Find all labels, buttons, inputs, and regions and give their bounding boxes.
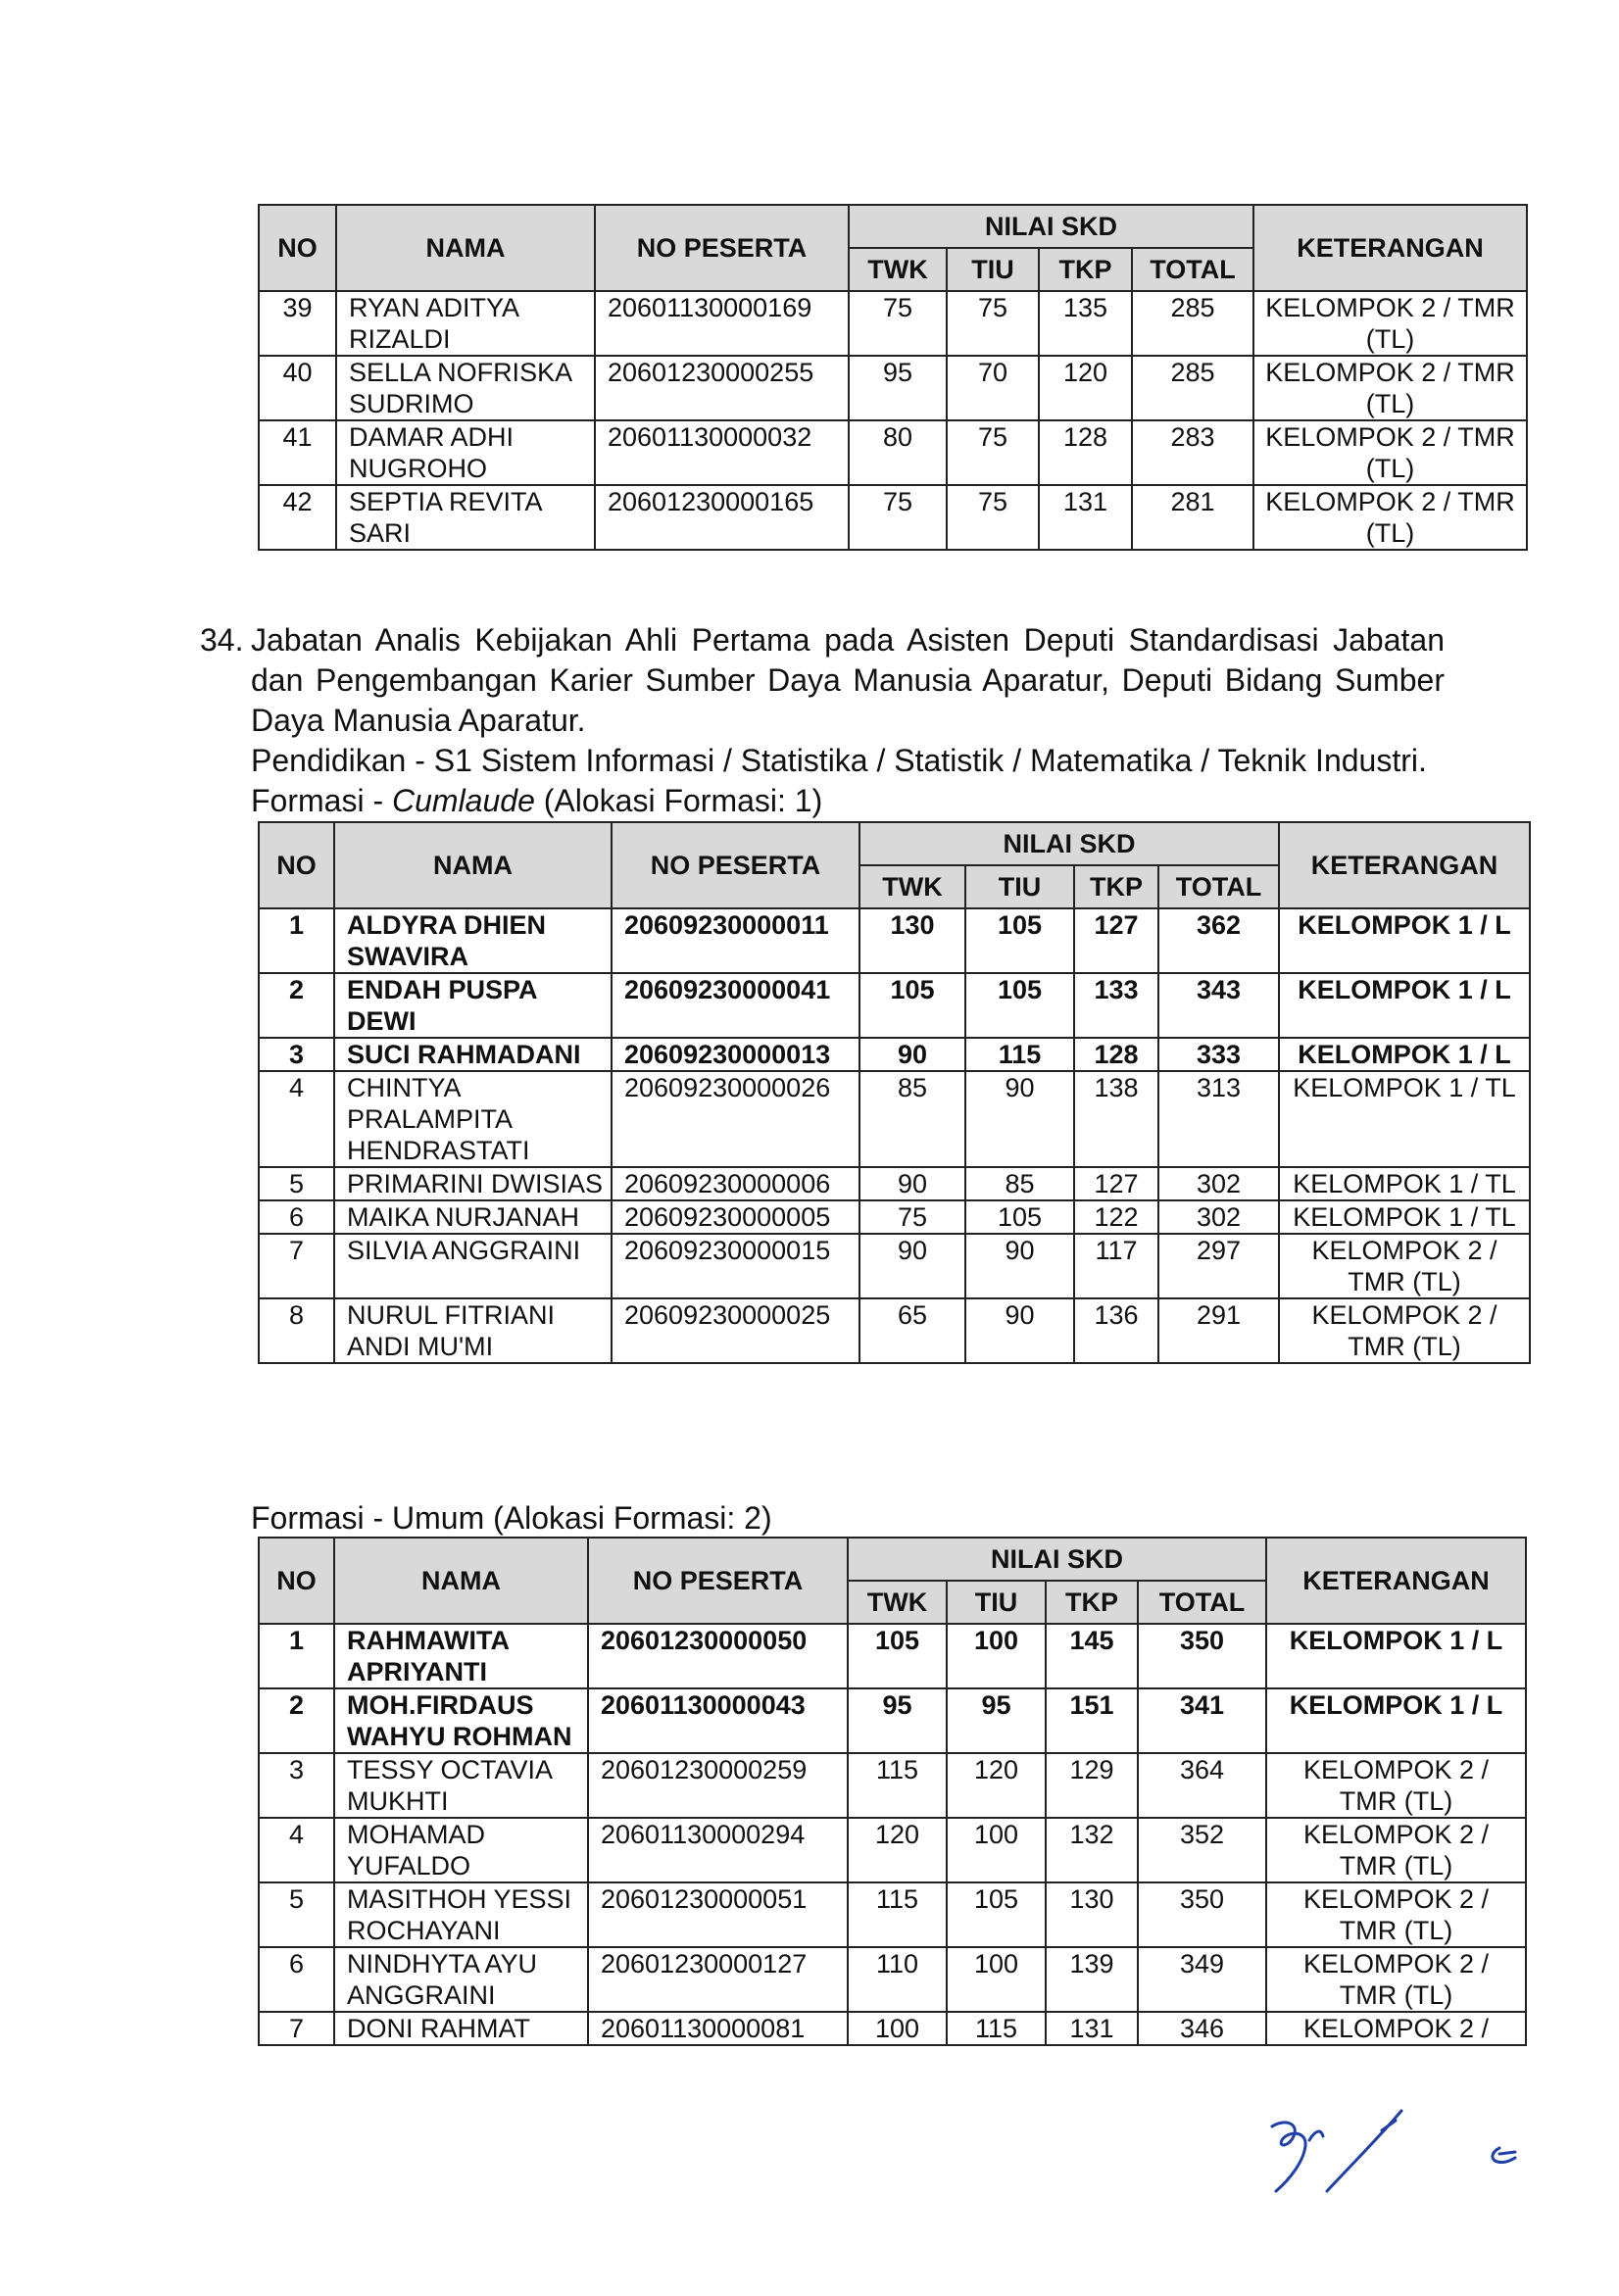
- cell-no: 1: [259, 1624, 334, 1688]
- cell-tiu: 115: [965, 1038, 1074, 1071]
- cell-total: 283: [1132, 420, 1253, 485]
- header-keterangan: KETERANGAN: [1279, 822, 1530, 908]
- cell-tkp: 135: [1039, 291, 1132, 356]
- cell-no-peserta: 20601230000259: [588, 1753, 848, 1818]
- table-row: [259, 1038, 1530, 1071]
- score-table-continued: [258, 204, 1528, 551]
- cell-total: 285: [1132, 291, 1253, 356]
- cell-no: 2: [259, 973, 334, 1038]
- header-tkp: TKP: [1039, 248, 1132, 291]
- table-row: [259, 1200, 1530, 1234]
- cell-tiu: 90: [965, 1071, 1074, 1167]
- table-row: [259, 1234, 1530, 1298]
- header-no-peserta: NO PESERTA: [595, 205, 849, 291]
- cell-no: 1: [259, 908, 334, 973]
- cell-total: 362: [1158, 908, 1279, 973]
- cell-twk: 85: [859, 1071, 965, 1167]
- section-pendidikan: Pendidikan - S1 Sistem Informasi / Statistika / Statistik / Matematika / Teknik Industri.: [251, 743, 1427, 778]
- cell-tiu: 90: [965, 1234, 1074, 1298]
- header-nilai-skd: NILAI SKD: [848, 1538, 1266, 1581]
- header-total: TOTAL: [1158, 865, 1279, 908]
- cell-no-peserta: 20609230000026: [612, 1071, 859, 1167]
- cell-tkp: 128: [1074, 1038, 1158, 1071]
- cell-tkp: 117: [1074, 1234, 1158, 1298]
- cell-keterangan: KELOMPOK 1 / TL: [1279, 1071, 1530, 1167]
- cell-twk: 75: [849, 291, 947, 356]
- header-keterangan: KETERANGAN: [1253, 205, 1527, 291]
- cell-tiu: 70: [947, 356, 1039, 420]
- cell-nama: TESSY OCTAVIA MUKHTI: [334, 1753, 588, 1818]
- cell-no-peserta: 20601230000165: [595, 485, 849, 550]
- table-row: [259, 973, 1530, 1038]
- cell-no-peserta: 20609230000015: [612, 1234, 859, 1298]
- cell-twk: 95: [848, 1688, 947, 1753]
- table-row: [259, 2012, 1526, 2045]
- cell-twk: 90: [859, 1234, 965, 1298]
- cell-tkp: 136: [1074, 1298, 1158, 1363]
- cell-no: 41: [259, 420, 336, 485]
- cell-tkp: 128: [1039, 420, 1132, 485]
- cell-no-peserta: 20601230000127: [588, 1947, 848, 2012]
- cell-tkp: 132: [1046, 1818, 1138, 1882]
- cell-tiu: 90: [965, 1298, 1074, 1363]
- cell-no: 2: [259, 1688, 334, 1753]
- cell-tkp: 133: [1074, 973, 1158, 1038]
- cell-nama: ENDAH PUSPA DEWI: [334, 973, 612, 1038]
- header-tiu: TIU: [965, 865, 1074, 908]
- cell-no-peserta: 20609230000006: [612, 1167, 859, 1200]
- formasi-prefix: Formasi -: [251, 1500, 392, 1536]
- cell-nama: MOH.FIRDAUS WAHYU ROHMAN: [334, 1688, 588, 1753]
- table-row: [259, 1167, 1530, 1200]
- cell-no: 4: [259, 1071, 334, 1167]
- cell-no: 40: [259, 356, 336, 420]
- cell-keterangan: KELOMPOK 1 / L: [1266, 1624, 1526, 1688]
- table-row: [259, 1624, 1526, 1688]
- cell-twk: 80: [849, 420, 947, 485]
- cell-tkp: 131: [1046, 2012, 1138, 2045]
- cell-tiu: 120: [947, 1753, 1046, 1818]
- cell-tkp: 145: [1046, 1624, 1138, 1688]
- cell-keterangan: KELOMPOK 1 / L: [1279, 908, 1530, 973]
- cell-tiu: 75: [947, 485, 1039, 550]
- cell-total: 297: [1158, 1234, 1279, 1298]
- cell-tiu: 75: [947, 291, 1039, 356]
- cell-nama: NURUL FITRIANI ANDI MU'MI: [334, 1298, 612, 1363]
- cell-total: 349: [1138, 1947, 1266, 2012]
- cell-nama: ALDYRA DHIEN SWAVIRA: [334, 908, 612, 973]
- cell-no-peserta: 20601230000255: [595, 356, 849, 420]
- table-row: [259, 291, 1527, 356]
- cell-nama: MOHAMAD YUFALDO: [334, 1818, 588, 1882]
- header-nama: NAMA: [336, 205, 595, 291]
- cell-tkp: 122: [1074, 1200, 1158, 1234]
- cell-no: 39: [259, 291, 336, 356]
- cell-tiu: 85: [965, 1167, 1074, 1200]
- header-twk: TWK: [859, 865, 965, 908]
- table-row: [259, 1947, 1526, 2012]
- table-row: [259, 1298, 1530, 1363]
- cell-no-peserta: 20609230000011: [612, 908, 859, 973]
- cell-tiu: 100: [947, 1624, 1046, 1688]
- table-row: [259, 485, 1527, 550]
- cell-twk: 105: [848, 1624, 947, 1688]
- cell-keterangan: KELOMPOK 2 / TMR (TL): [1266, 1818, 1526, 1882]
- cell-tkp: 131: [1039, 485, 1132, 550]
- header-tiu: TIU: [947, 1581, 1046, 1624]
- cell-total: 343: [1158, 973, 1279, 1038]
- cell-total: 341: [1138, 1688, 1266, 1753]
- cell-keterangan: KELOMPOK 2 / TMR (TL): [1279, 1234, 1530, 1298]
- cell-no-peserta: 20601130000043: [588, 1688, 848, 1753]
- cell-keterangan: KELOMPOK 2 / TMR (TL): [1279, 1298, 1530, 1363]
- header-no-peserta: NO PESERTA: [588, 1538, 848, 1624]
- formasi-prefix: Formasi -: [251, 783, 392, 818]
- cell-total: 302: [1158, 1200, 1279, 1234]
- cell-no-peserta: 20601130000294: [588, 1818, 848, 1882]
- cell-nama: SEPTIA REVITA SARI: [336, 485, 595, 550]
- cell-no: 42: [259, 485, 336, 550]
- cell-no-peserta: 20609230000005: [612, 1200, 859, 1234]
- header-nilai-skd: NILAI SKD: [849, 205, 1253, 248]
- cell-total: 350: [1138, 1882, 1266, 1947]
- cell-twk: 95: [849, 356, 947, 420]
- table-row: [259, 356, 1527, 420]
- cell-tiu: 115: [947, 2012, 1046, 2045]
- cell-keterangan: KELOMPOK 1 / L: [1279, 1038, 1530, 1071]
- cell-tiu: 105: [965, 1200, 1074, 1234]
- formasi-alokasi: (Alokasi Formasi: 2): [493, 1500, 772, 1536]
- header-tkp: TKP: [1046, 1581, 1138, 1624]
- cell-no: 5: [259, 1882, 334, 1947]
- cell-twk: 100: [848, 2012, 947, 2045]
- header-twk: TWK: [849, 248, 947, 291]
- cell-no-peserta: 20601230000050: [588, 1624, 848, 1688]
- header-no: NO: [259, 1538, 334, 1624]
- cell-total: 291: [1158, 1298, 1279, 1363]
- table-row: [259, 420, 1527, 485]
- cell-total: 281: [1132, 485, 1253, 550]
- cell-keterangan: KELOMPOK 2 / TMR (TL): [1253, 485, 1527, 550]
- cell-twk: 90: [859, 1167, 965, 1200]
- cell-nama: SELLA NOFRISKA SUDRIMO: [336, 356, 595, 420]
- cell-tiu: 100: [947, 1818, 1046, 1882]
- cell-total: 302: [1158, 1167, 1279, 1200]
- handwritten-initials: [1264, 2097, 1558, 2215]
- cell-keterangan: KELOMPOK 2 / TMR (TL): [1266, 1947, 1526, 2012]
- cell-keterangan: KELOMPOK 2 /: [1266, 2012, 1526, 2045]
- cell-twk: 90: [859, 1038, 965, 1071]
- signature-strokes: [1272, 2111, 1515, 2191]
- cell-no-peserta: 20609230000013: [612, 1038, 859, 1071]
- table-row: [259, 1688, 1526, 1753]
- header-nilai-skd: NILAI SKD: [859, 822, 1279, 865]
- cell-no-peserta: 20601130000081: [588, 2012, 848, 2045]
- cell-no-peserta: 20601230000051: [588, 1882, 848, 1947]
- cell-keterangan: KELOMPOK 1 / L: [1279, 973, 1530, 1038]
- header-twk: TWK: [848, 1581, 947, 1624]
- cell-twk: 115: [848, 1753, 947, 1818]
- cell-twk: 75: [859, 1200, 965, 1234]
- cell-no-peserta: 20609230000041: [612, 973, 859, 1038]
- cell-total: 313: [1158, 1071, 1279, 1167]
- cell-tiu: 95: [947, 1688, 1046, 1753]
- cell-keterangan: KELOMPOK 2 / TMR (TL): [1253, 420, 1527, 485]
- section-title: Jabatan Analis Kebijakan Ahli Pertama pada Asisten Deputi Standardisasi Jabatan dan Pengembangan Karier Sumber Daya Manusia Aparatur, Deputi Bidang Sumber Daya Manusia Aparatur.: [251, 622, 1445, 738]
- cell-nama: RYAN ADITYA RIZALDI: [336, 291, 595, 356]
- cell-tiu: 105: [947, 1882, 1046, 1947]
- cell-total: 333: [1158, 1038, 1279, 1071]
- cell-tiu: 105: [965, 908, 1074, 973]
- table-row: [259, 1753, 1526, 1818]
- header-total: TOTAL: [1138, 1581, 1266, 1624]
- formasi-cumlaude: [251, 781, 1445, 821]
- cell-no: 4: [259, 1818, 334, 1882]
- header-no-peserta: NO PESERTA: [612, 822, 859, 908]
- cell-keterangan: KELOMPOK 2 / TMR (TL): [1253, 356, 1527, 420]
- cell-twk: 75: [849, 485, 947, 550]
- cell-no: 7: [259, 1234, 334, 1298]
- cell-keterangan: KELOMPOK 2 / TMR (TL): [1253, 291, 1527, 356]
- cell-nama: PRIMARINI DWISIAS: [334, 1167, 612, 1200]
- cell-tkp: 129: [1046, 1753, 1138, 1818]
- cell-no: 5: [259, 1167, 334, 1200]
- header-total: TOTAL: [1132, 248, 1253, 291]
- cell-no-peserta: 20601130000032: [595, 420, 849, 485]
- formasi-umum: [251, 1498, 772, 1539]
- section-number: 34.: [200, 622, 244, 658]
- formasi-type: Cumlaude: [392, 783, 535, 818]
- cell-keterangan: KELOMPOK 2 / TMR (TL): [1266, 1753, 1526, 1818]
- cell-keterangan: KELOMPOK 1 / TL: [1279, 1167, 1530, 1200]
- cell-no: 7: [259, 2012, 334, 2045]
- cell-twk: 110: [848, 1947, 947, 2012]
- cell-twk: 115: [848, 1882, 947, 1947]
- cell-tiu: 105: [965, 973, 1074, 1038]
- cell-tkp: 139: [1046, 1947, 1138, 2012]
- cell-tiu: 100: [947, 1947, 1046, 2012]
- cell-nama: RAHMAWITA APRIYANTI: [334, 1624, 588, 1688]
- table-row: [259, 1882, 1526, 1947]
- table-row: [259, 1071, 1530, 1167]
- score-table-cumlaude: [258, 821, 1531, 1364]
- header-no: NO: [259, 822, 334, 908]
- section-34: [200, 620, 1445, 821]
- cell-no-peserta: 20601130000169: [595, 291, 849, 356]
- cell-no: 3: [259, 1753, 334, 1818]
- cell-twk: 130: [859, 908, 965, 973]
- formasi-type: Umum: [392, 1500, 485, 1536]
- cell-nama: MAIKA NURJANAH: [334, 1200, 612, 1234]
- cell-keterangan: KELOMPOK 1 / TL: [1279, 1200, 1530, 1234]
- formasi-alokasi: (Alokasi Formasi: 1): [543, 783, 823, 818]
- cell-nama: SUCI RAHMADANI: [334, 1038, 612, 1071]
- table-row: [259, 908, 1530, 973]
- cell-nama: MASITHOH YESSI ROCHAYANI: [334, 1882, 588, 1947]
- cell-tiu: 75: [947, 420, 1039, 485]
- cell-total: 350: [1138, 1624, 1266, 1688]
- header-nama: NAMA: [334, 1538, 588, 1624]
- cell-tkp: 138: [1074, 1071, 1158, 1167]
- cell-total: 346: [1138, 2012, 1266, 2045]
- cell-no-peserta: 20609230000025: [612, 1298, 859, 1363]
- cell-total: 364: [1138, 1753, 1266, 1818]
- cell-no: 6: [259, 1947, 334, 2012]
- cell-twk: 65: [859, 1298, 965, 1363]
- cell-twk: 105: [859, 973, 965, 1038]
- cell-keterangan: KELOMPOK 1 / L: [1266, 1688, 1526, 1753]
- table-row: [259, 1818, 1526, 1882]
- header-tiu: TIU: [947, 248, 1039, 291]
- cell-no: 6: [259, 1200, 334, 1234]
- cell-tkp: 130: [1046, 1882, 1138, 1947]
- cell-tkp: 151: [1046, 1688, 1138, 1753]
- header-no: NO: [259, 205, 336, 291]
- header-keterangan: KETERANGAN: [1266, 1538, 1526, 1624]
- header-nama: NAMA: [334, 822, 612, 908]
- cell-nama: SILVIA ANGGRAINI: [334, 1234, 612, 1298]
- cell-tkp: 127: [1074, 908, 1158, 973]
- cell-nama: DONI RAHMAT: [334, 2012, 588, 2045]
- header-tkp: TKP: [1074, 865, 1158, 908]
- cell-nama: CHINTYA PRALAMPITA HENDRASTATI: [334, 1071, 612, 1167]
- cell-keterangan: KELOMPOK 2 / TMR (TL): [1266, 1882, 1526, 1947]
- cell-twk: 120: [848, 1818, 947, 1882]
- cell-tkp: 120: [1039, 356, 1132, 420]
- cell-nama: DAMAR ADHI NUGROHO: [336, 420, 595, 485]
- cell-nama: NINDHYTA AYU ANGGRAINI: [334, 1947, 588, 2012]
- cell-total: 285: [1132, 356, 1253, 420]
- score-table-umum: [258, 1537, 1527, 2046]
- cell-no: 3: [259, 1038, 334, 1071]
- cell-total: 352: [1138, 1818, 1266, 1882]
- cell-no: 8: [259, 1298, 334, 1363]
- cell-tkp: 127: [1074, 1167, 1158, 1200]
